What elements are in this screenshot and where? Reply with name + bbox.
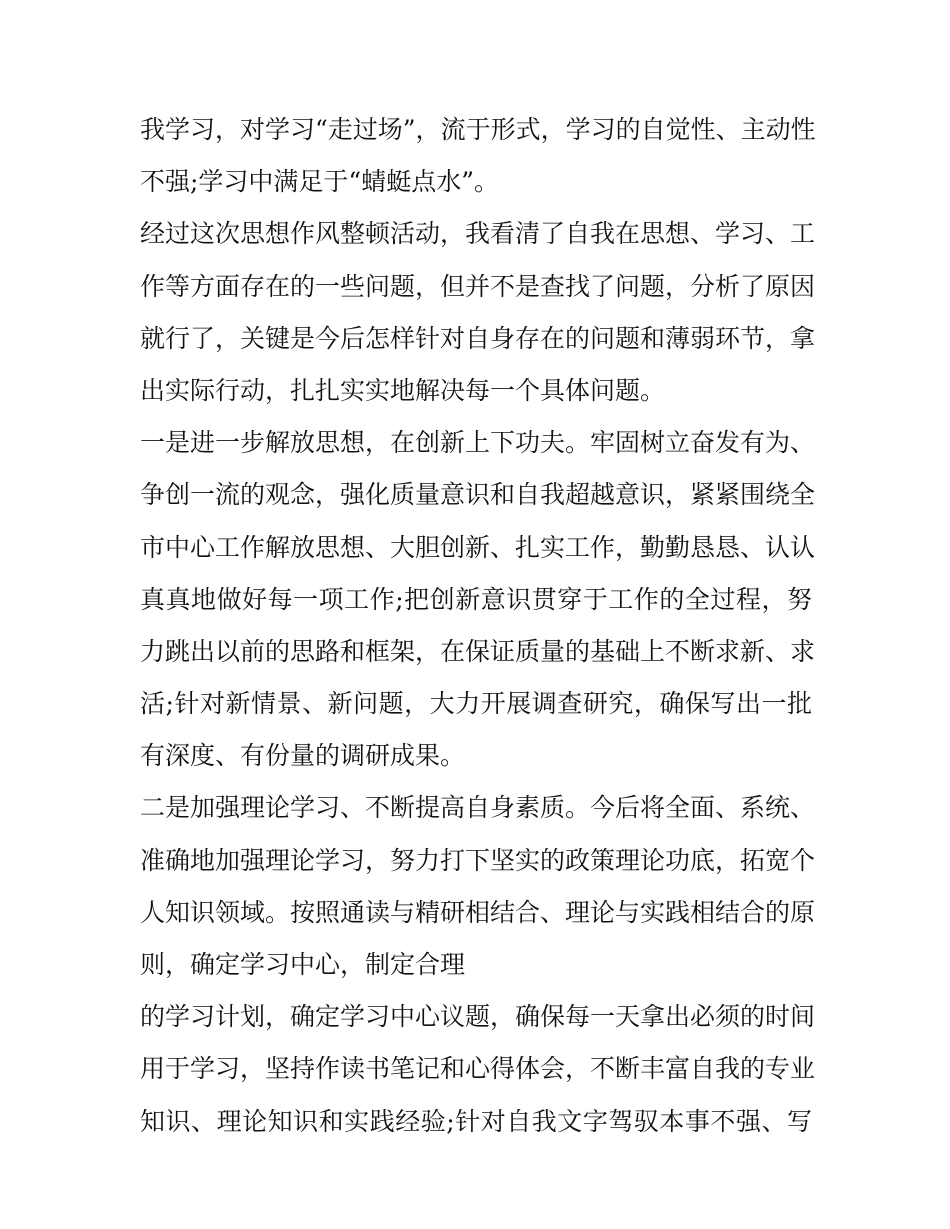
text-line: 准确地加强理论学习，努力打下坚实的政策理论功底，拓宽个 xyxy=(140,845,816,875)
text-line: 不强;学习中满足于“蜻蜓点水”。 xyxy=(140,167,499,197)
text-line: 的学习计划，确定学习中心议题，确保每一天拿出必须的时间 xyxy=(140,1002,816,1032)
text-line: 真真地做好每一项工作;把创新意识贯穿于工作的全过程，努 xyxy=(140,584,812,614)
text-line: 我学习，对学习“走过场”，流于形式，学习的自觉性、主动性 xyxy=(140,115,816,144)
text-line: 出实际行动，扎扎实实地解决每一个具体问题。 xyxy=(140,375,666,405)
text-line: 一是进一步解放思想，在创新上下功夫。牢固树立奋发有为、 xyxy=(140,428,816,458)
text-line: 经过这次思想作风整顿活动，我看清了自我在思想、学习、工 xyxy=(140,219,816,249)
text-line: 二是加强理论学习、不断提高自身素质。今后将全面、系统、 xyxy=(140,793,816,823)
text-line: 有深度、有份量的调研成果。 xyxy=(140,741,466,771)
text-line: 活;针对新情景、新问题，大力开展调查研究，确保写出一批 xyxy=(140,689,812,719)
text-line: 力跳出以前的思路和框架，在保证质量的基础上不断求新、求 xyxy=(140,636,816,666)
text-line: 市中心工作解放思想、大胆创新、扎实工作，勤勤恳恳、认认 xyxy=(140,532,816,562)
text-line: 知识、理论知识和实践经验;针对自我文字驾驭本事不强、写 xyxy=(140,1106,812,1136)
text-line: 则，确定学习中心，制定合理 xyxy=(140,950,466,979)
text-line: 用于学习，坚持作读书笔记和心得体会，不断丰富自我的专业 xyxy=(140,1054,816,1084)
document-body xyxy=(140,110,816,1154)
text-line: 作等方面存在的一些问题，但并不是查找了问题，分析了原因 xyxy=(140,271,816,301)
text-line: 就行了，关键是今后怎样针对自身存在的问题和薄弱环节，拿 xyxy=(140,323,816,353)
text-line: 人知识领域。按照通读与精研相结合、理论与实践相结合的原 xyxy=(140,897,816,927)
text-line: 争创一流的观念，强化质量意识和自我超越意识，紧紧围绕全 xyxy=(140,480,816,510)
